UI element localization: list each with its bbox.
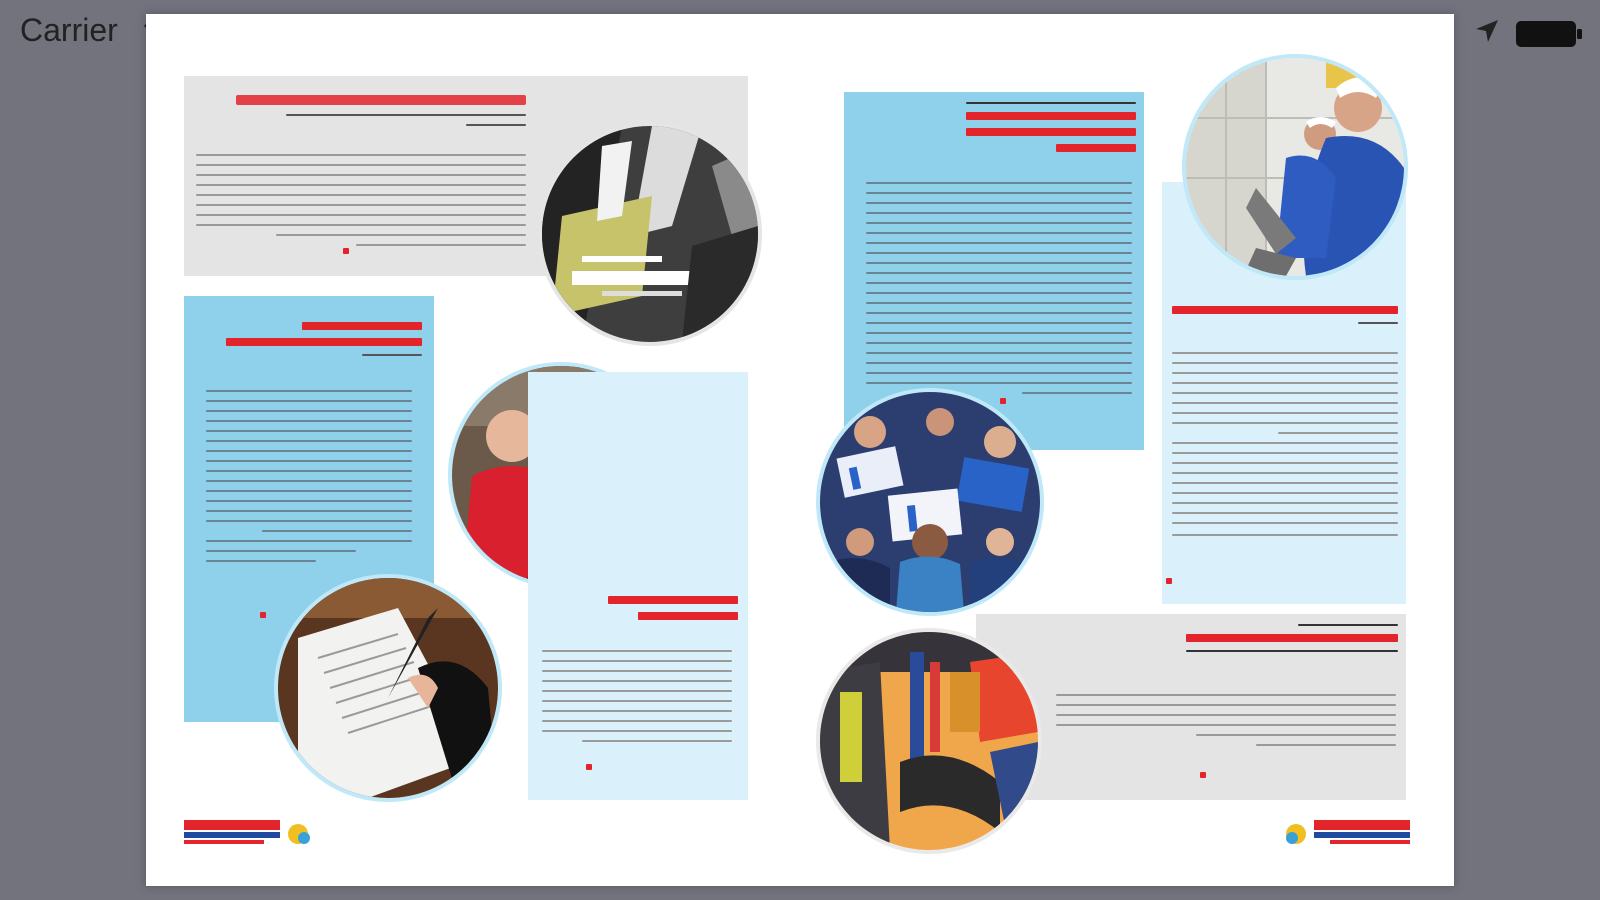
poster-photo[interactable] bbox=[538, 122, 762, 346]
article-end-marker bbox=[1200, 772, 1206, 778]
article-body-text bbox=[1056, 694, 1396, 754]
carrier-label: Carrier bbox=[20, 12, 118, 48]
document-signing-photo[interactable] bbox=[274, 574, 502, 802]
article-headline bbox=[216, 322, 422, 364]
article-headline bbox=[216, 92, 526, 108]
worker-photo[interactable] bbox=[1182, 54, 1408, 280]
article-body-text bbox=[196, 154, 528, 254]
article-headline bbox=[1166, 306, 1398, 332]
crowd-photo[interactable] bbox=[816, 388, 1044, 616]
location-arrow-icon bbox=[1474, 18, 1500, 48]
article-body-text bbox=[1172, 352, 1400, 544]
magazine-page-spread[interactable] bbox=[146, 14, 1454, 886]
tool-belt-photo[interactable] bbox=[816, 628, 1042, 854]
article-end-marker bbox=[586, 764, 592, 770]
article-headline bbox=[1166, 624, 1398, 660]
article-end-marker bbox=[1000, 398, 1006, 404]
article-headline bbox=[906, 102, 1136, 160]
article-end-marker bbox=[343, 248, 349, 254]
article-end-marker bbox=[1166, 578, 1172, 584]
article-body-text bbox=[206, 390, 416, 570]
article-body-text bbox=[866, 182, 1136, 402]
article-body-text bbox=[542, 650, 732, 750]
magazine-logo-right bbox=[1282, 816, 1412, 854]
article-headline bbox=[598, 596, 738, 628]
article-end-marker bbox=[260, 612, 266, 618]
article-subtitle-lines bbox=[286, 114, 526, 134]
magazine-logo-left bbox=[184, 816, 314, 854]
battery-icon bbox=[1516, 20, 1584, 52]
